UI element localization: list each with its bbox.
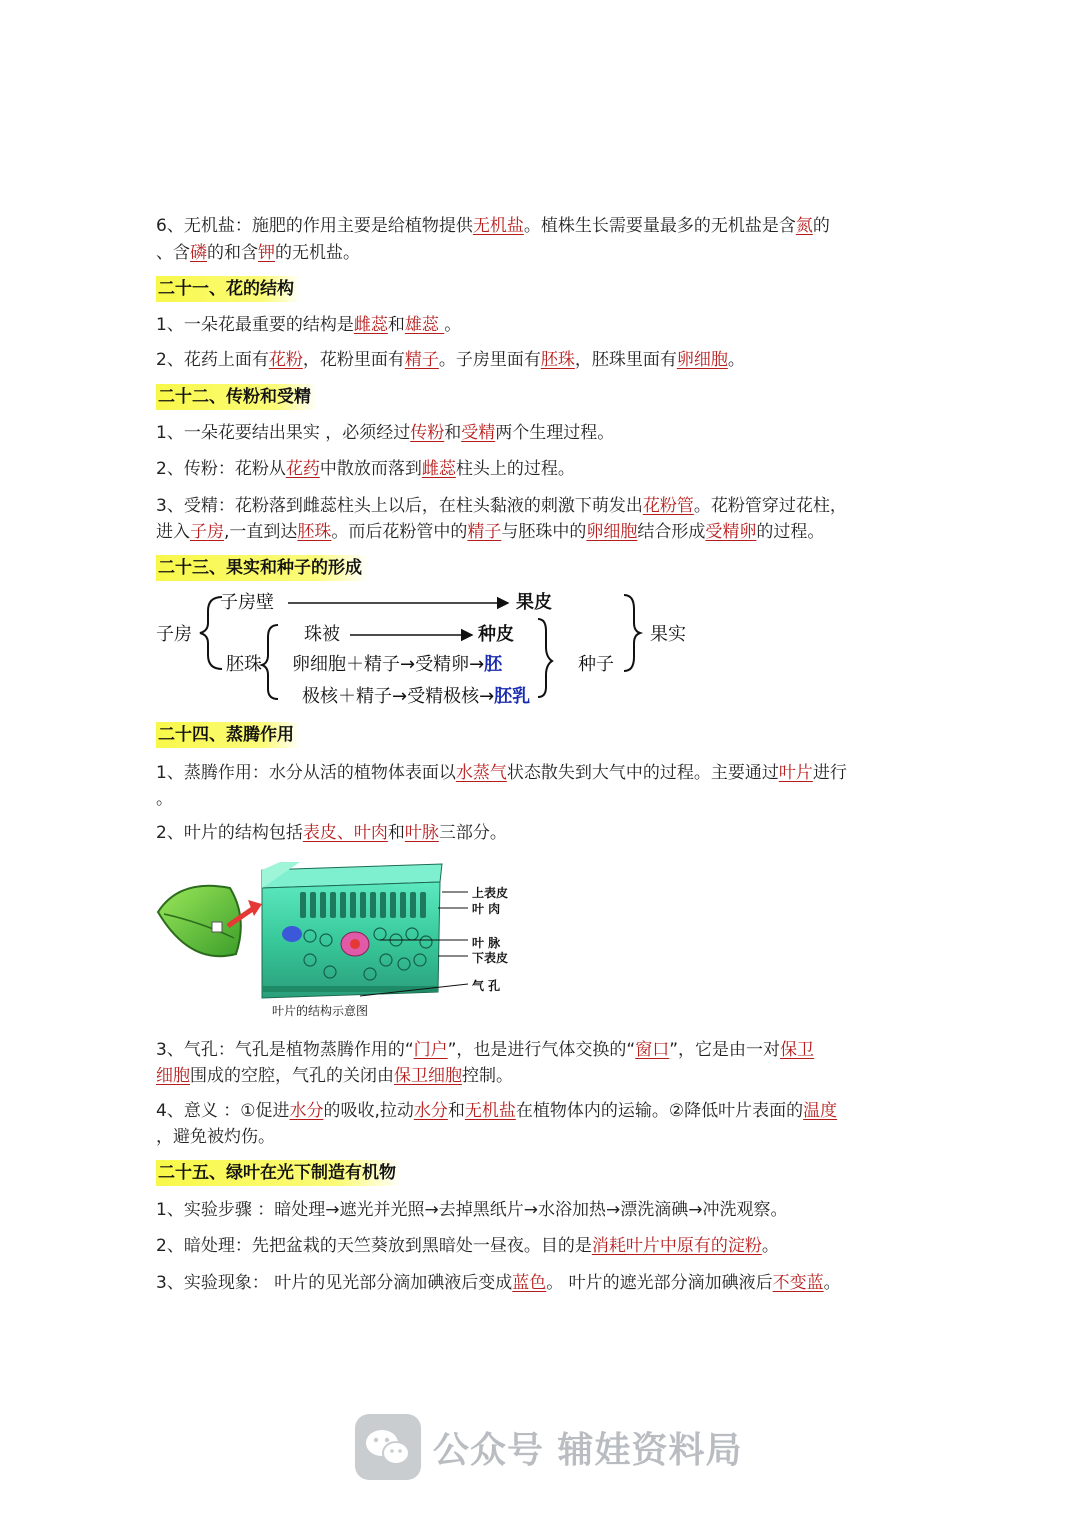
leaf-block-icon [262,862,442,998]
text: 中散放而落到 [319,459,422,479]
brace-seed [538,619,552,697]
answer: 精子 [467,522,502,542]
answer: 钾 [258,243,275,263]
label-row2 [292,654,502,676]
text: 围成的空腔，气孔的关闭由 [190,1066,394,1086]
text: 。植株生长需要量最多的无机盐是含 [523,216,796,236]
s20-item6-line1 [156,213,926,239]
brace-inner [262,625,278,699]
answer: 雌蕊 [421,459,456,479]
figure-caption: 叶片的结构示意图 [272,1004,369,1018]
s25-item3 [156,1270,926,1296]
s24-item4-line2 [156,1124,926,1150]
answer: 门户 [413,1040,448,1060]
s22-item1 [156,420,926,446]
s22-item3-line2 [156,519,926,545]
label-zifang: 子房 [156,624,192,645]
text: 两个生理过程。 [495,423,615,443]
leaf-structure-figure [150,860,530,1020]
text: 结合形成 [637,522,706,542]
wechat-icon [355,1414,421,1480]
text: 2、暗处理：先把盆栽的天竺葵放到黑暗处一昼夜。目的是 [156,1236,592,1256]
label-peizhu: 胚珠 [226,654,262,675]
answer: 温度 [803,1101,838,1121]
text: 1、蒸腾作用：水分从活的植物体表面以 [156,763,456,783]
text: 1、一朵花最重要的结构是 [156,315,354,335]
label-guopi: 果皮 [516,592,552,613]
text: 三部分。 [438,823,507,843]
answer: 雄蕊 [404,315,445,335]
label-zhongzi: 种子 [578,654,614,675]
text: 。 [727,350,745,370]
text: 、含 [156,243,190,263]
label-zifangbi: 子房壁 [220,592,274,613]
answer: 精子 [404,350,439,370]
text: 3、气孔：气孔是植物蒸腾作用的“ [156,1040,414,1060]
label-stoma: 气 孔 [472,979,501,993]
answer: 水分 [289,1101,324,1121]
text: 在植物体内的运输。②降低叶片表面的 [515,1101,804,1121]
answer: 水分 [413,1101,448,1121]
label-lower-epidermis: 下表皮 [472,951,509,965]
leaf-icon [158,886,241,956]
text: ,一直到达 [224,522,298,542]
text: 和 [387,823,405,843]
answer: 磷 [190,243,207,263]
s25-item2 [156,1233,926,1259]
answer: 卵细胞 [586,522,638,542]
text: 的和含 [207,243,258,263]
watermark-text: 公众号 辅娃资料局 [433,1429,743,1471]
answer: 胚珠 [297,522,332,542]
answer: 叶脉 [404,823,439,843]
answer: 保卫 [780,1040,815,1060]
text: 2、花药上面有 [156,350,269,370]
section-heading: 二十三、果实和种子的形成 [156,555,368,581]
section-heading: 二十二、传粉和受精 [156,384,317,410]
label-zhongpi: 种皮 [478,624,514,645]
label-row3 [302,686,530,708]
answer: 受精 [461,423,496,443]
s24-item4-line1 [156,1098,926,1124]
label-guoshi: 果实 [650,624,686,645]
text: 3、实验现象： 叶片的见光部分滴加碘液后变成 [156,1273,513,1293]
label-peiru: 胚乳 [494,686,531,707]
text: 的 [812,216,830,236]
text: 控制。 [462,1066,513,1086]
answer: 雌蕊 [353,315,388,335]
section-heading: 二十四、蒸腾作用 [156,722,300,748]
s24-item1-line2 [156,786,926,812]
label-zhubei: 珠被 [304,624,340,645]
text: 。 [156,789,173,809]
text: 和 [447,1101,465,1121]
brace-fruit [624,595,640,671]
text: 。花粉管穿过花柱， [693,496,847,516]
answer: 细胞 [156,1066,190,1086]
answer: 窗口 [635,1040,670,1060]
text: ”，也是进行气体交换的“ [447,1040,636,1060]
answer: 卵细胞 [676,350,728,370]
text: ，花粉里面有 [302,350,405,370]
text: 。子房里面有 [438,350,541,370]
answer: 水蒸气 [455,763,507,783]
label-mesophyll: 叶 肉 [472,902,501,916]
s24-item3-line1 [156,1037,926,1063]
text: ，胚珠里面有 [574,350,677,370]
text: 。而后花粉管中的 [331,522,468,542]
s24-item3-line2 [156,1063,926,1089]
answer: 花粉 [268,350,303,370]
s21-item1 [156,312,926,338]
label-vein: 叶 脉 [472,936,501,950]
text: 和 [387,315,405,335]
text: 与胚珠中的 [501,522,587,542]
text: 进行 [812,763,847,783]
label-upper-epidermis: 上表皮 [472,886,509,900]
brace-left [200,597,222,669]
section-heading: 二十五、绿叶在光下制造有机物 [156,1160,402,1186]
answer: 蓝色 [512,1273,547,1293]
answer: 子房 [190,522,224,542]
s22-item3-line1 [156,493,926,519]
fruit-seed-diagram [150,585,710,710]
text: 3、受精：花粉落到雌蕊柱头上以后，在柱头黏液的刺激下萌发出 [156,496,643,516]
text: 状态散失到大气中的过程。主要通过 [506,763,779,783]
s24-item1-line1 [156,760,926,786]
s20-item6-line2 [156,240,926,266]
answer: 无机盐 [464,1101,516,1121]
answer: 传粉 [410,423,445,443]
text: 。 叶片的遮光部分滴加碘液后 [546,1273,773,1293]
text: 的过程。 [756,522,825,542]
text: 和 [444,423,462,443]
s25-item1 [156,1197,926,1223]
s21-item2 [156,347,926,373]
text: 1、实验步骤 ：暗处理→遮光并光照→去掉黑纸片→水浴加热→漂洗滴碘→冲洗观察。 [156,1200,788,1220]
answer: 花药 [285,459,320,479]
text: 柱头上的过程。 [455,459,575,479]
text: 。 [823,1273,841,1293]
s24-item2 [156,820,926,846]
answer: 表皮、叶肉 [302,823,388,843]
answer: 叶片 [778,763,813,783]
section-heading: 二十一、花的结构 [156,276,300,302]
text: 的无机盐。 [275,243,360,263]
text: 极核＋精子→受精极核→ [302,686,495,707]
answer: 不变蓝 [772,1273,824,1293]
answer: 氮 [795,216,813,236]
text: 2、叶片的结构包括 [156,823,303,843]
answer: 无机盐 [472,216,524,236]
answer: 保卫细胞 [394,1066,462,1086]
answer: 消耗叶片中原有的淀粉 [591,1236,762,1256]
answer: 花粉管 [642,496,694,516]
text: 4、意义 ：①促进 [156,1101,290,1121]
label-pei: 胚 [484,654,503,675]
text: 卵细胞＋精子→受精卵→ [292,654,485,675]
text: 的吸收,拉动 [323,1101,414,1121]
text: 2、传粉：花粉从 [156,459,286,479]
text: 。 [444,315,462,335]
s22-item2 [156,456,926,482]
watermark [355,1410,743,1484]
answer: 受精卵 [705,522,757,542]
answer: 胚珠 [540,350,575,370]
text: 。 [761,1236,779,1256]
text: 进入 [156,522,190,542]
text: 6、无机盐：施肥的作用主要是给植物提供 [156,216,473,236]
text: ，避免被灼伤。 [156,1127,275,1147]
text: 1、一朵花要结出果实 ，必须经过 [156,423,411,443]
text: ”，它是由一对 [669,1040,781,1060]
